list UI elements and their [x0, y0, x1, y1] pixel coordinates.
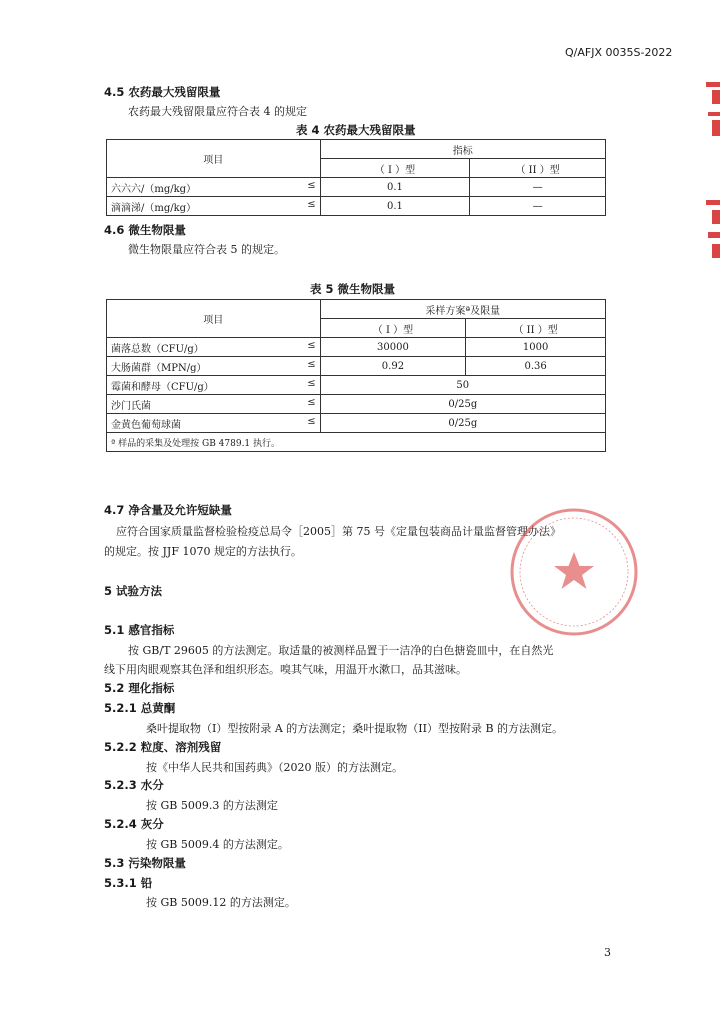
- table-row: [107, 395, 606, 414]
- row-item: 金黄色葡萄球菌: [111, 419, 181, 431]
- row-merged-value: 50: [320, 376, 605, 395]
- table-5-header-plan: 采样方案ª及限量: [320, 300, 605, 319]
- table-4-header-type1: （ I ）型: [320, 159, 470, 178]
- section-5-1-line1: 按 GB/T 29605 的方法测定。取适量的被测样品置于一洁净的白色搪瓷皿中，在自然光: [128, 644, 554, 657]
- row-item: 沙门氏菌: [111, 400, 151, 412]
- section-4-5-heading: 4.5 农药最大残留限量: [104, 85, 221, 99]
- table-row: [107, 414, 606, 433]
- row-item: 大肠菌群（MPN/g）: [111, 362, 207, 374]
- row-type2-value: —: [470, 197, 606, 216]
- row-type1-value: 0.92: [320, 357, 466, 376]
- table-row: [107, 338, 606, 357]
- row-type1-value: 30000: [320, 338, 466, 357]
- table-row: [107, 178, 606, 197]
- section-4-7-heading: 4.7 净含量及允许短缺量: [104, 503, 232, 517]
- row-merged-value: 0/25g: [320, 414, 605, 433]
- section-4-6-text: 微生物限量应符合表 5 的规定。: [128, 243, 285, 256]
- table-4: [106, 139, 606, 216]
- row-type2-value: 0.36: [466, 357, 606, 376]
- section-5-2-2-heading: 5.2.2 粒度、溶剂残留: [104, 740, 222, 754]
- section-5-2-1-heading: 5.2.1 总黄酮: [104, 701, 176, 715]
- row-type2-value: 1000: [466, 338, 606, 357]
- table-5-header-item: 项目: [107, 300, 321, 338]
- row-operator: ≤: [307, 415, 316, 427]
- section-5-2-1-text: 桑叶提取物（I）型按附录 A 的方法测定；桑叶提取物（II）型按附录 B 的方法测定。: [146, 722, 564, 735]
- section-4-5-text: 农药最大残留限量应符合表 4 的规定: [128, 105, 307, 118]
- section-4-6-heading: 4.6 微生物限量: [104, 223, 186, 237]
- table-5-header-type1: （ I ）型: [320, 319, 466, 338]
- section-5-2-4-heading: 5.2.4 灰分: [104, 817, 164, 831]
- table-row: [107, 376, 606, 395]
- table-4-header-item: 项目: [107, 140, 321, 178]
- table-5-footnote: ª 样品的采集及处理按 GB 4789.1 执行。: [107, 433, 606, 452]
- row-item: 六六六/（mg/kg）: [111, 183, 197, 195]
- row-item: 滴滴涕/（mg/kg）: [111, 202, 197, 214]
- section-5-2-3-heading: 5.2.3 水分: [104, 778, 164, 792]
- section-5-2-2-text: 按《中华人民共和国药典》（2020 版）的方法测定。: [146, 761, 403, 774]
- section-5-2-4-text: 按 GB 5009.4 的方法测定。: [146, 838, 289, 851]
- section-5-3-heading: 5.3 污染物限量: [104, 856, 186, 870]
- table-4-header-type2: （ II ）型: [470, 159, 606, 178]
- section-5-2-3-text: 按 GB 5009.3 的方法测定: [146, 799, 278, 812]
- table-5-title: 表 5 微生物限量: [310, 282, 396, 296]
- row-item: 菌落总数（CFU/g）: [111, 343, 204, 355]
- page-number: 3: [604, 946, 611, 959]
- section-4-7-line1: 应符合国家质量监督检验检疫总局令［2005］第 75 号《定量包装商品计量监督管理办法》: [116, 525, 561, 538]
- section-5-1-heading: 5.1 感官指标: [104, 623, 175, 637]
- row-operator: ≤: [307, 396, 316, 408]
- row-operator: ≤: [307, 377, 316, 389]
- row-operator: ≤: [307, 358, 316, 370]
- table-5-header-type2: （ II ）型: [466, 319, 606, 338]
- table-row: [107, 197, 606, 216]
- row-type1-value: 0.1: [320, 178, 470, 197]
- row-operator: ≤: [307, 179, 316, 191]
- document-code: Q/AFJX 0035S-2022: [565, 46, 673, 59]
- section-5-3-1-heading: 5.3.1 铅: [104, 876, 153, 890]
- section-4-7-line2: 的规定。按 JJF 1070 规定的方法执行。: [104, 545, 302, 558]
- row-type1-value: 0.1: [320, 197, 470, 216]
- row-type2-value: —: [470, 178, 606, 197]
- section-5-1-line2: 线下用肉眼观察其色泽和组织形态。嗅其气味，用温开水漱口，品其滋味。: [104, 663, 467, 676]
- table-5: [106, 299, 606, 452]
- section-5-3-1-text: 按 GB 5009.12 的方法测定。: [146, 896, 296, 909]
- section-5-heading: 5 试验方法: [104, 584, 163, 598]
- row-merged-value: 0/25g: [320, 395, 605, 414]
- row-item: 霉菌和酵母（CFU/g）: [111, 381, 214, 393]
- row-operator: ≤: [307, 198, 316, 210]
- company-seal-stamp: [508, 506, 640, 638]
- table-4-header-index: 指标: [320, 140, 605, 159]
- section-5-2-heading: 5.2 理化指标: [104, 681, 175, 695]
- table-4-title: 表 4 农药最大残留限量: [296, 123, 416, 137]
- row-operator: ≤: [307, 339, 316, 351]
- table-row: [107, 357, 606, 376]
